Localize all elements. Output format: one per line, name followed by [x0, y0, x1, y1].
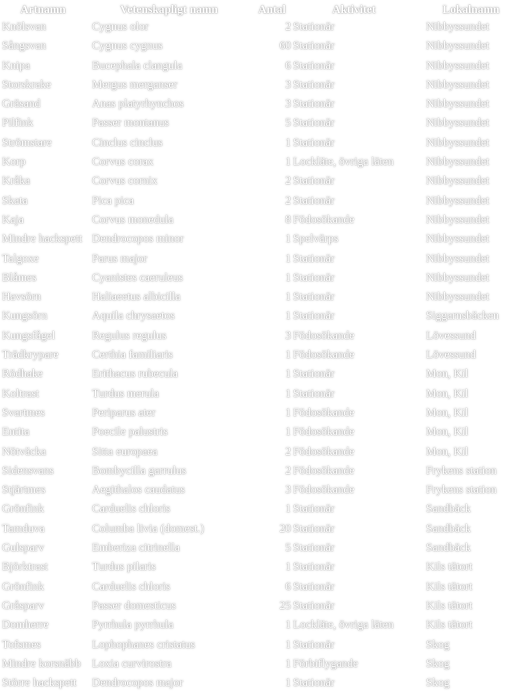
cell-antal: 3 — [285, 329, 291, 342]
cell-aktivitet: Födosökande — [293, 464, 355, 477]
cell-vetenskapligt-namn: Corvus corax — [92, 156, 154, 169]
table-row — [0, 597, 526, 616]
cell-artnamn: Stjärtmes — [2, 484, 46, 497]
cell-lokalnamn: Nibbyssundet — [426, 194, 490, 207]
cell-artnamn: Korp — [2, 156, 26, 169]
cell-lokalnamn: Nibbyssundet — [426, 136, 490, 149]
cell-aktivitet: Stationär — [293, 561, 335, 574]
cell-lokalnamn: Skog — [426, 638, 450, 651]
cell-antal: 1 — [285, 310, 291, 323]
cell-artnamn: Domherre — [2, 619, 49, 632]
cell-vetenskapligt-namn: Pyrrhula pyrrhula — [92, 619, 174, 632]
table-row — [0, 578, 526, 597]
cell-artnamn: Grönfink — [2, 580, 45, 593]
cell-antal: 6 — [285, 59, 291, 72]
cell-lokalnamn: Sandbäck — [426, 542, 471, 555]
cell-artnamn: Storskrake — [2, 78, 52, 91]
cell-aktivitet: Förbiflygande — [293, 657, 359, 670]
table-row — [0, 153, 526, 172]
cell-antal: 2 — [285, 445, 291, 458]
cell-antal: 1 — [285, 426, 291, 439]
cell-artnamn: Svartmes — [2, 406, 45, 419]
cell-vetenskapligt-namn: Corvus monedula — [92, 213, 174, 226]
cell-vetenskapligt-namn: Pica pica — [92, 194, 134, 207]
cell-vetenskapligt-namn: Carduelis chloris — [92, 503, 171, 516]
cell-artnamn: Knölsvan — [2, 21, 47, 33]
cell-antal: 6 — [285, 580, 291, 593]
cell-antal: 3 — [285, 78, 291, 91]
cell-artnamn: Gråsparv — [2, 599, 45, 612]
cell-aktivitet: Födosökande — [293, 406, 355, 419]
cell-artnamn: Tamduva — [2, 522, 45, 535]
cell-vetenskapligt-namn: Loxia curvirostra — [92, 657, 172, 670]
cell-aktivitet: Stationär — [293, 677, 335, 690]
cell-artnamn: Rödhake — [2, 368, 43, 381]
cell-vetenskapligt-namn: Passer montanus — [92, 117, 169, 130]
cell-aktivitet: Födosökande — [293, 329, 355, 342]
cell-artnamn: Grönfink — [2, 503, 45, 516]
cell-artnamn: Nötväcka — [2, 445, 47, 458]
cell-artnamn: Havsörn — [2, 291, 41, 304]
cell-lokalnamn: Lövessund — [426, 329, 476, 342]
header-lokalnamn: Lokalnamn — [442, 4, 500, 16]
cell-antal: 60 — [279, 40, 291, 53]
table-row — [0, 539, 526, 558]
cell-lokalnamn: Kils tätort — [426, 619, 473, 632]
cell-vetenskapligt-namn: Dendrocopos minor — [92, 233, 184, 246]
cell-vetenskapligt-namn: Haliaeetus albicilla — [92, 291, 181, 304]
cell-vetenskapligt-namn: Cygnus cygnus — [92, 40, 163, 53]
cell-artnamn: Gulsparv — [2, 542, 45, 555]
cell-artnamn: Koltrast — [2, 387, 40, 400]
cell-artnamn: Kråka — [2, 175, 31, 188]
cell-antal: 1 — [285, 387, 291, 400]
cell-vetenskapligt-namn: Passer domesticus — [92, 599, 177, 612]
cell-antal: 1 — [285, 349, 291, 362]
cell-aktivitet: Stationär — [293, 291, 335, 304]
cell-lokalnamn: Skog — [426, 677, 450, 690]
cell-lokalnamn: Nibbyssundet — [426, 252, 490, 265]
cell-aktivitet: Födosökande — [293, 445, 355, 458]
cell-lokalnamn: Nibbyssundet — [426, 233, 490, 246]
table-row — [0, 114, 526, 133]
cell-aktivitet: Stationär — [293, 310, 335, 323]
cell-antal: 1 — [285, 619, 291, 632]
cell-lokalnamn: Nibbyssundet — [426, 213, 490, 226]
cell-artnamn: Tofsmes — [2, 638, 41, 651]
table-row — [0, 481, 526, 500]
cell-antal: 1 — [285, 503, 291, 516]
cell-artnamn: Entita — [2, 426, 30, 439]
cell-aktivitet: Stationär — [293, 252, 335, 265]
cell-aktivitet: Födosökande — [293, 213, 355, 226]
cell-artnamn: Talgoxe — [2, 252, 39, 265]
header-artnamn: Artnamn — [20, 4, 66, 16]
cell-antal: 1 — [285, 252, 291, 265]
cell-vetenskapligt-namn: Cygnus olor — [92, 21, 149, 33]
cell-lokalnamn: Nibbyssundet — [426, 59, 490, 72]
table-row — [0, 211, 526, 230]
cell-antal: 5 — [285, 117, 291, 130]
header-vetenskapligt-namn: Vetenskapligt namn — [120, 4, 218, 16]
cell-aktivitet: Stationär — [293, 580, 335, 593]
cell-antal: 3 — [285, 98, 291, 111]
table-row — [0, 346, 526, 365]
cell-lokalnamn: Nibbyssundet — [426, 40, 490, 53]
cell-artnamn: Sångsvan — [2, 40, 47, 53]
cell-aktivitet: Stationär — [293, 59, 335, 72]
cell-antal: 8 — [285, 213, 291, 226]
cell-artnamn: Skata — [2, 194, 28, 207]
cell-antal: 1 — [285, 233, 291, 246]
cell-antal: 1 — [285, 406, 291, 419]
cell-lokalnamn: Nibbyssundet — [426, 156, 490, 169]
cell-vetenskapligt-namn: Dendrocopos major — [92, 677, 184, 690]
table-row — [0, 520, 526, 539]
cell-lokalnamn: Frykens station — [426, 484, 497, 497]
cell-artnamn: Kaja — [2, 213, 24, 226]
table-row — [0, 37, 526, 56]
cell-artnamn: Björktrast — [2, 561, 48, 574]
cell-antal: 2 — [285, 194, 291, 207]
cell-lokalnamn: Frykens station — [426, 464, 497, 477]
table-row — [0, 462, 526, 481]
cell-antal: 1 — [285, 368, 291, 381]
cell-lokalnamn: Mon, Kil — [426, 387, 469, 400]
cell-aktivitet: Stationär — [293, 194, 335, 207]
cell-lokalnamn: Kils tätort — [426, 561, 473, 574]
cell-aktivitet: Födosökande — [293, 426, 355, 439]
cell-artnamn: Kungsfågel — [2, 329, 56, 342]
cell-antal: 1 — [285, 291, 291, 304]
cell-vetenskapligt-namn: Emberiza citrinella — [92, 542, 180, 555]
cell-artnamn: Gräsand — [2, 98, 41, 111]
table-row — [0, 134, 526, 153]
table-row — [0, 172, 526, 191]
table-row — [0, 443, 526, 462]
cell-artnamn: Blåmes — [2, 271, 37, 284]
cell-vetenskapligt-namn: Certhia familiaris — [92, 349, 173, 362]
cell-artnamn: Mindre hackspett — [2, 233, 83, 246]
cell-aktivitet: Stationär — [293, 387, 335, 400]
cell-lokalnamn: Nibbyssundet — [426, 175, 490, 188]
table-row — [0, 192, 526, 211]
cell-antal: 1 — [285, 677, 291, 690]
cell-antal: 5 — [285, 542, 291, 555]
table-row — [0, 18, 526, 37]
cell-antal: 1 — [285, 561, 291, 574]
cell-vetenskapligt-namn: Turdus pilaris — [92, 561, 156, 574]
cell-lokalnamn: Mon, Kil — [426, 426, 469, 439]
cell-artnamn: Större hackspett — [2, 677, 77, 690]
cell-aktivitet: Lockläte, övriga läten — [293, 156, 394, 169]
cell-antal: 3 — [285, 484, 291, 497]
table-row — [0, 616, 526, 635]
table-row — [0, 230, 526, 249]
cell-antal: 1 — [285, 136, 291, 149]
cell-vetenskapligt-namn: Parus major — [92, 252, 148, 265]
cell-vetenskapligt-namn: Mergus merganser — [92, 78, 178, 91]
table-row — [0, 307, 526, 326]
cell-lokalnamn: Nibbyssundet — [426, 271, 490, 284]
table-row — [0, 95, 526, 114]
cell-lokalnamn: Siggarnsbäcken — [426, 310, 499, 323]
cell-antal: 1 — [285, 156, 291, 169]
cell-aktivitet: Stationär — [293, 98, 335, 111]
table-row — [0, 57, 526, 76]
table-row — [0, 423, 526, 442]
table-row — [0, 269, 526, 288]
cell-aktivitet: Stationär — [293, 136, 335, 149]
cell-artnamn: Pilfink — [2, 117, 34, 130]
cell-lokalnamn: Nibbyssundet — [426, 291, 490, 304]
cell-vetenskapligt-namn: Turdus merula — [92, 387, 159, 400]
header-aktivitet: Aktivitet — [332, 4, 376, 16]
cell-aktivitet: Stationär — [293, 638, 335, 651]
cell-lokalnamn: Mon, Kil — [426, 368, 469, 381]
cell-aktivitet: Stationär — [293, 271, 335, 284]
table-row — [0, 365, 526, 384]
cell-aktivitet: Stationär — [293, 40, 335, 53]
cell-antal: 25 — [279, 599, 291, 612]
cell-lokalnamn: Nibbyssundet — [426, 78, 490, 91]
table-row — [0, 655, 526, 674]
cell-vetenskapligt-namn: Lophophanes cristatus — [92, 638, 196, 651]
cell-lokalnamn: Kils tätort — [426, 580, 473, 593]
cell-antal: 1 — [285, 638, 291, 651]
cell-lokalnamn: Sandbäck — [426, 522, 471, 535]
cell-lokalnamn: Lövessund — [426, 349, 476, 362]
cell-artnamn: Mindre korsnäbb — [2, 657, 81, 670]
cell-antal: 1 — [285, 271, 291, 284]
table-row — [0, 76, 526, 95]
cell-vetenskapligt-namn: Bombycilla garrulus — [92, 464, 187, 477]
cell-lokalnamn: Sandbäck — [426, 503, 471, 516]
cell-aktivitet: Födosökande — [293, 484, 355, 497]
header-antal: Antal — [258, 4, 286, 16]
table-row — [0, 327, 526, 346]
observations-table — [0, 2, 526, 693]
cell-artnamn: Kungsörn — [2, 310, 48, 323]
cell-vetenskapligt-namn: Sitta europaea — [92, 445, 158, 458]
cell-lokalnamn: Nibbyssundet — [426, 117, 490, 130]
header-row — [0, 2, 526, 18]
cell-antal: 1 — [285, 657, 291, 670]
cell-aktivitet: Lockläte, övriga läten — [293, 619, 394, 632]
cell-vetenskapligt-namn: Columba livia (domest.) — [92, 522, 205, 535]
cell-aktivitet: Stationär — [293, 368, 335, 381]
table-row — [0, 674, 526, 693]
cell-antal: 2 — [285, 464, 291, 477]
cell-artnamn: Trädkrypare — [2, 349, 59, 362]
cell-vetenskapligt-namn: Cyanistes caeruleus — [92, 271, 184, 284]
cell-vetenskapligt-namn: Anas platyrhynchos — [92, 98, 184, 111]
cell-lokalnamn: Nibbyssundet — [426, 21, 490, 33]
cell-vetenskapligt-namn: Erithacus rubecula — [92, 368, 178, 381]
cell-vetenskapligt-namn: Carduelis chloris — [92, 580, 171, 593]
table-row — [0, 404, 526, 423]
cell-aktivitet: Stationär — [293, 503, 335, 516]
cell-aktivitet: Stationär — [293, 117, 335, 130]
table-row — [0, 558, 526, 577]
cell-vetenskapligt-namn: Corvus cornix — [92, 175, 158, 188]
cell-lokalnamn: Kils tätort — [426, 599, 473, 612]
cell-vetenskapligt-namn: Cinclus cinclus — [92, 136, 163, 149]
cell-aktivitet: Födosökande — [293, 349, 355, 362]
cell-vetenskapligt-namn: Aquila chrysaetos — [92, 310, 175, 323]
cell-aktivitet: Stationär — [293, 599, 335, 612]
cell-aktivitet: Stationär — [293, 21, 335, 33]
table-row — [0, 636, 526, 655]
cell-vetenskapligt-namn: Periparus ater — [92, 406, 156, 419]
table-row — [0, 288, 526, 307]
cell-aktivitet: Stationär — [293, 78, 335, 91]
cell-lokalnamn: Nibbyssundet — [426, 98, 490, 111]
cell-aktivitet: Spelvärps — [293, 233, 339, 246]
cell-aktivitet: Stationär — [293, 175, 335, 188]
cell-aktivitet: Stationär — [293, 542, 335, 555]
cell-antal: 2 — [285, 175, 291, 188]
cell-aktivitet: Stationär — [293, 522, 335, 535]
table-row — [0, 500, 526, 519]
cell-artnamn: Strömstare — [2, 136, 52, 149]
cell-lokalnamn: Mon, Kil — [426, 445, 469, 458]
cell-artnamn: Knipa — [2, 59, 31, 72]
cell-vetenskapligt-namn: Regulus regulus — [92, 329, 167, 342]
cell-antal: 20 — [279, 522, 291, 535]
cell-vetenskapligt-namn: Poecile palustris — [92, 426, 168, 439]
cell-lokalnamn: Skog — [426, 657, 450, 670]
table-row — [0, 385, 526, 404]
cell-artnamn: Sidensvans — [2, 464, 54, 477]
cell-vetenskapligt-namn: Aegithalos caudatus — [92, 484, 185, 497]
cell-lokalnamn: Mon, Kil — [426, 406, 469, 419]
cell-vetenskapligt-namn: Bucephala clangula — [92, 59, 183, 72]
table-row — [0, 250, 526, 269]
cell-antal: 2 — [285, 21, 291, 33]
